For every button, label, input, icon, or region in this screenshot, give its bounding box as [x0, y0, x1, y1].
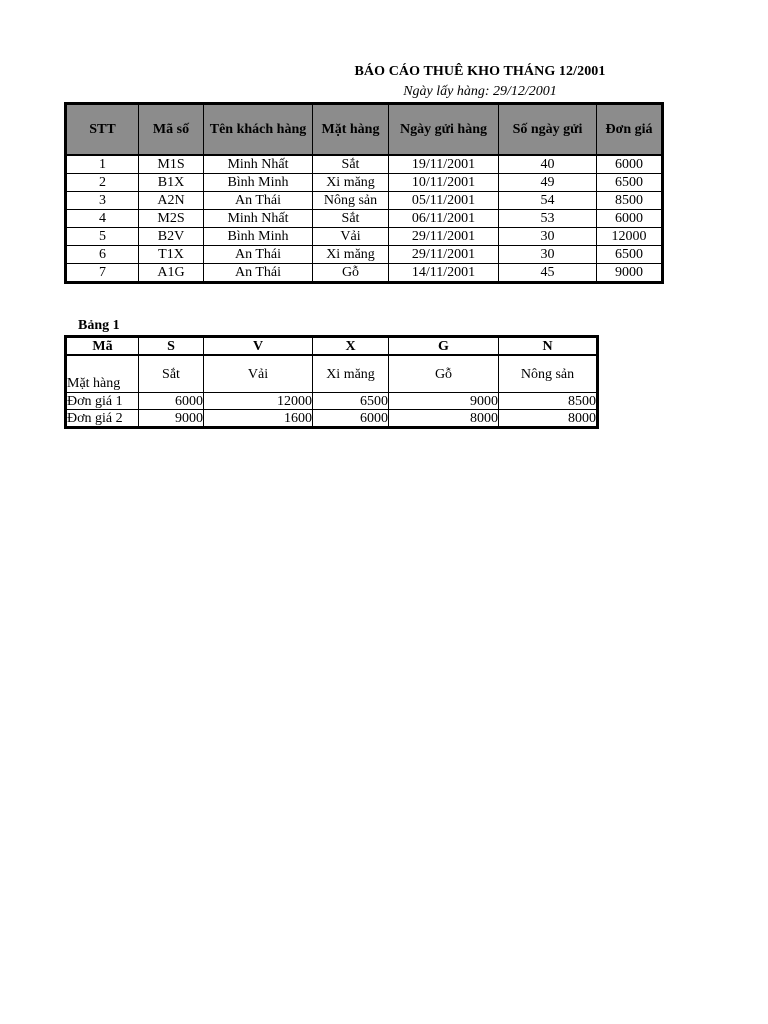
bang1-price1-row — [66, 393, 598, 410]
cell-so-ngay-gui: 53 — [499, 210, 597, 228]
cell-don-gia: 8500 — [597, 192, 663, 210]
cell-so-ngay-gui: 30 — [499, 246, 597, 264]
cell-ten-khach-hang: Minh Nhất — [204, 155, 313, 174]
cell-ten-khach-hang: Bình Minh — [204, 228, 313, 246]
bang1-item: Sắt — [139, 355, 204, 393]
bang1-lookup-table — [64, 335, 599, 429]
rental-report-table — [64, 102, 664, 284]
cell-stt: 5 — [66, 228, 139, 246]
cell-ngay-gui: 29/11/2001 — [389, 246, 499, 264]
cell-mat-hang: Sắt — [313, 210, 389, 228]
bang1-price2-row — [66, 410, 598, 428]
bang1-price: 8000 — [389, 410, 499, 428]
bang1-code: S — [139, 337, 204, 356]
cell-ma-so: B1X — [139, 174, 204, 192]
bang1-item: Vải — [204, 355, 313, 393]
cell-don-gia: 6000 — [597, 210, 663, 228]
cell-stt: 2 — [66, 174, 139, 192]
cell-ten-khach-hang: An Thái — [204, 246, 313, 264]
cell-mat-hang: Vải — [313, 228, 389, 246]
cell-ma-so: A1G — [139, 264, 204, 283]
header-ma-so: Mã số — [139, 104, 204, 156]
cell-so-ngay-gui: 40 — [499, 155, 597, 174]
table-row — [66, 155, 663, 174]
cell-mat-hang: Sắt — [313, 155, 389, 174]
cell-stt: 6 — [66, 246, 139, 264]
bang1-price: 8500 — [499, 393, 598, 410]
bang1-code-row — [66, 337, 598, 356]
bang1-price2-label: Đơn giá 2 — [66, 410, 139, 428]
bang1-item-row — [66, 355, 598, 393]
bang1-price: 6000 — [313, 410, 389, 428]
cell-don-gia: 6000 — [597, 155, 663, 174]
cell-ngay-gui: 10/11/2001 — [389, 174, 499, 192]
cell-mat-hang: Gỗ — [313, 264, 389, 283]
cell-ngay-gui: 29/11/2001 — [389, 228, 499, 246]
header-so-ngay-gui: Số ngày gửi — [499, 104, 597, 156]
bang1-item-label: Mặt hàng — [66, 355, 139, 393]
cell-ma-so: T1X — [139, 246, 204, 264]
bang1-label: Bảng 1 — [78, 318, 120, 333]
cell-stt: 3 — [66, 192, 139, 210]
bang1-price: 6500 — [313, 393, 389, 410]
header-ten-khach-hang: Tên khách hàng — [204, 104, 313, 156]
cell-mat-hang: Nông sản — [313, 192, 389, 210]
report-title: BÁO CÁO THUÊ KHO THÁNG 12/2001 — [354, 64, 606, 79]
cell-ten-khach-hang: Minh Nhất — [204, 210, 313, 228]
cell-ten-khach-hang: An Thái — [204, 192, 313, 210]
cell-ma-so: M1S — [139, 155, 204, 174]
bang1-code: G — [389, 337, 499, 356]
cell-ma-so: A2N — [139, 192, 204, 210]
bang1-code: N — [499, 337, 598, 356]
cell-stt: 4 — [66, 210, 139, 228]
bang1-price: 1600 — [204, 410, 313, 428]
cell-ma-so: M2S — [139, 210, 204, 228]
cell-so-ngay-gui: 49 — [499, 174, 597, 192]
header-don-gia: Đơn giá — [597, 104, 663, 156]
cell-stt: 7 — [66, 264, 139, 283]
table-row — [66, 264, 663, 283]
table-row — [66, 246, 663, 264]
bang1-code-header: Mã — [66, 337, 139, 356]
cell-don-gia: 6500 — [597, 246, 663, 264]
cell-so-ngay-gui: 30 — [499, 228, 597, 246]
cell-ngay-gui: 19/11/2001 — [389, 155, 499, 174]
cell-mat-hang: Xi măng — [313, 174, 389, 192]
header-stt: STT — [66, 104, 139, 156]
bang1-item: Xi măng — [313, 355, 389, 393]
table-row — [66, 174, 663, 192]
cell-ma-so: B2V — [139, 228, 204, 246]
report-subtitle: Ngày lấy hàng: 29/12/2001 — [403, 84, 557, 99]
cell-so-ngay-gui: 54 — [499, 192, 597, 210]
bang1-price: 12000 — [204, 393, 313, 410]
cell-so-ngay-gui: 45 — [499, 264, 597, 283]
table-row — [66, 228, 663, 246]
cell-don-gia: 9000 — [597, 264, 663, 283]
header-mat-hang: Mặt hàng — [313, 104, 389, 156]
bang1-code: X — [313, 337, 389, 356]
cell-don-gia: 12000 — [597, 228, 663, 246]
table-row — [66, 192, 663, 210]
cell-mat-hang: Xi măng — [313, 246, 389, 264]
bang1-price: 8000 — [499, 410, 598, 428]
bang1-price: 9000 — [139, 410, 204, 428]
cell-don-gia: 6500 — [597, 174, 663, 192]
bang1-item: Gỗ — [389, 355, 499, 393]
bang1-code: V — [204, 337, 313, 356]
bang1-price1-label: Đơn giá 1 — [66, 393, 139, 410]
table-row — [66, 210, 663, 228]
bang1-price: 9000 — [389, 393, 499, 410]
bang1-price: 6000 — [139, 393, 204, 410]
cell-ten-khach-hang: Bình Minh — [204, 174, 313, 192]
cell-stt: 1 — [66, 155, 139, 174]
cell-ten-khach-hang: An Thái — [204, 264, 313, 283]
table-header-row — [66, 104, 663, 156]
cell-ngay-gui: 05/11/2001 — [389, 192, 499, 210]
header-ngay-gui-hang: Ngày gửi hàng — [389, 104, 499, 156]
cell-ngay-gui: 14/11/2001 — [389, 264, 499, 283]
cell-ngay-gui: 06/11/2001 — [389, 210, 499, 228]
bang1-item: Nông sản — [499, 355, 598, 393]
